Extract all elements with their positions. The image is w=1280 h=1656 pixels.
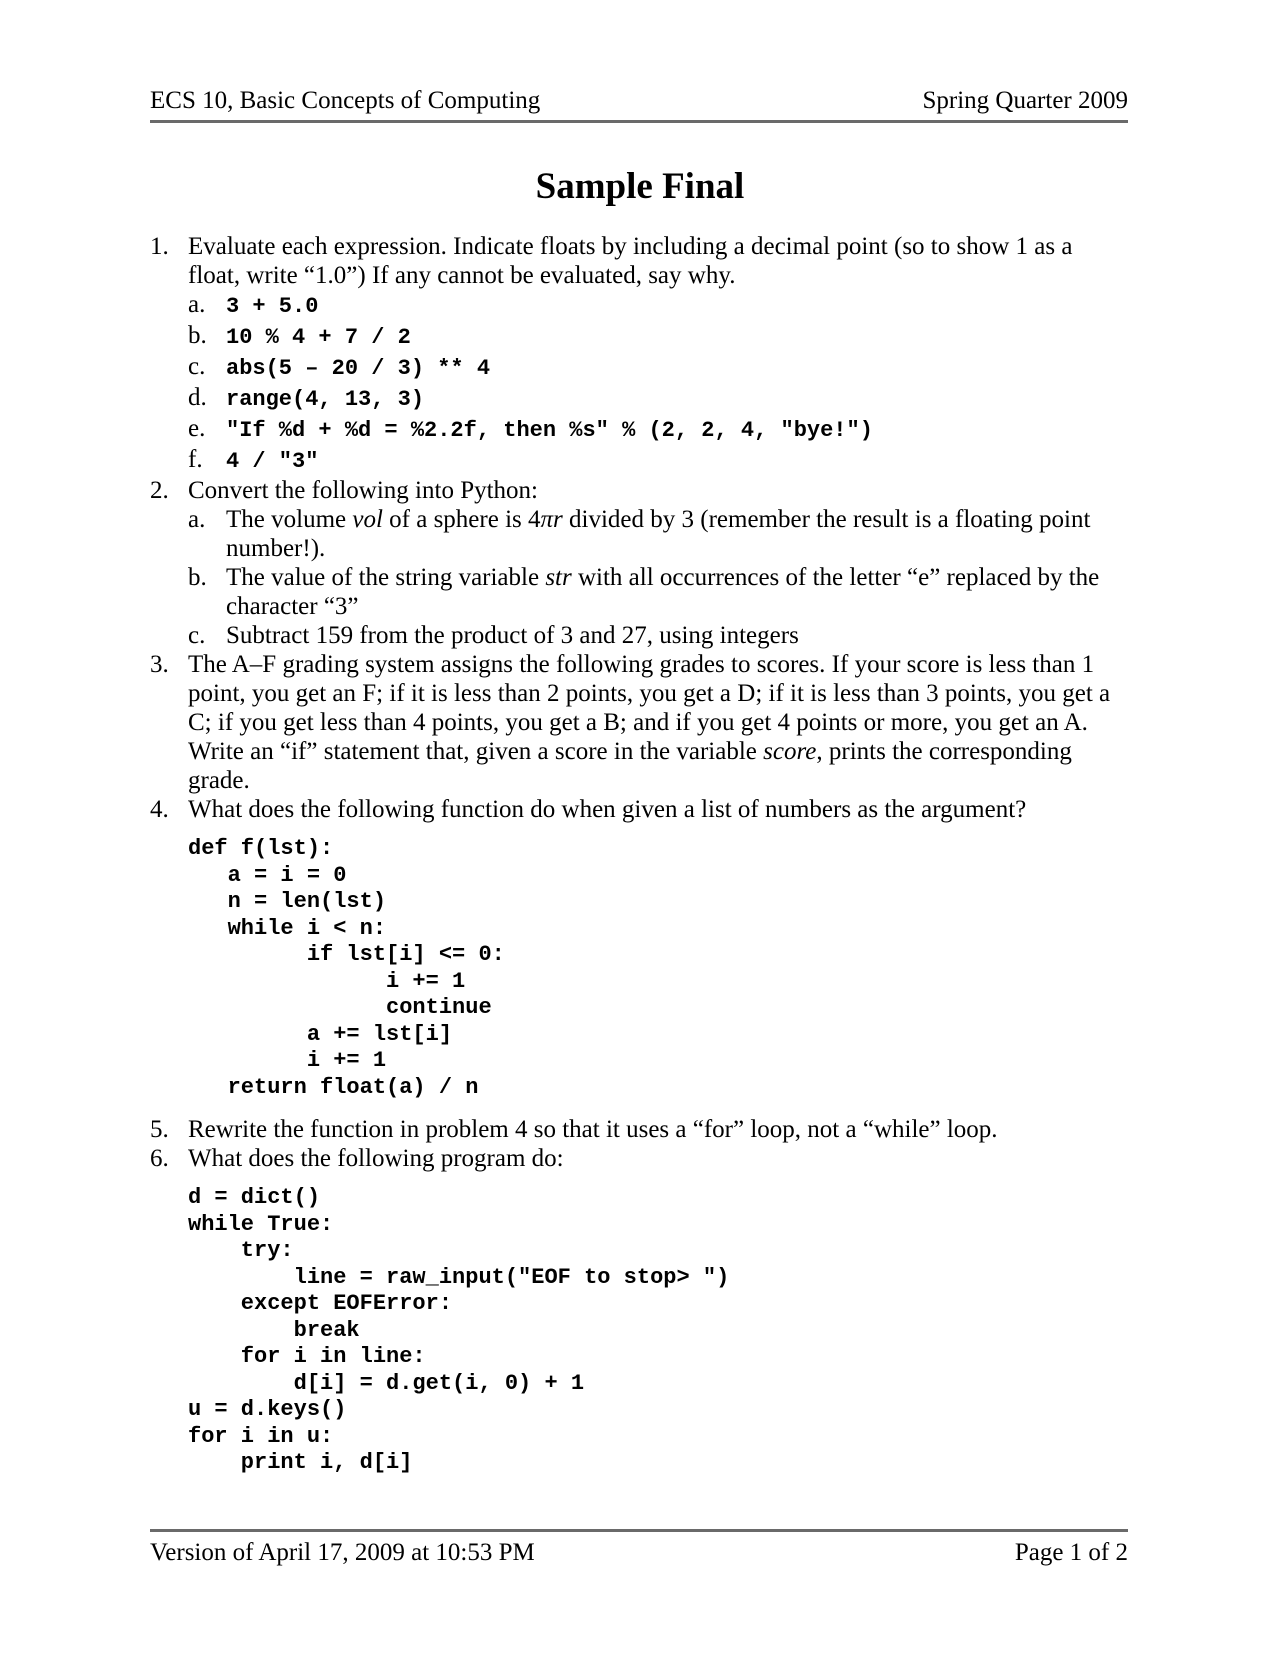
question-2: [150, 476, 1128, 505]
question-text: What does the following function do when given a list of numbers as the argument?: [188, 796, 1027, 823]
item-text: of a sphere is 4: [382, 506, 541, 533]
q1-item-a: [150, 290, 1128, 321]
item-text: divided by 3 (remember the result is a floating point number!).: [226, 506, 1091, 562]
question-number: 6.: [150, 1145, 169, 1172]
pi-r-symbol: πr: [540, 506, 563, 533]
q2-item-b: [150, 563, 1128, 621]
expression: 4 / "3": [226, 449, 319, 474]
item-label: c.: [188, 353, 206, 380]
version-text: Version of April 17, 2009 at 10:53 PM: [150, 1539, 535, 1566]
q1-item-b: [150, 321, 1128, 352]
variable-name: score: [763, 738, 817, 765]
q1-item-d: [150, 383, 1128, 414]
item-label: c.: [188, 622, 206, 649]
course-name: ECS 10, Basic Concepts of Computing: [150, 87, 541, 114]
expression: range(4, 13, 3): [226, 387, 425, 412]
question-1: [150, 232, 1128, 290]
question-text: What does the following program do:: [188, 1145, 564, 1172]
item-text: with all occurrences of the letter “e” replaced by the character “3”: [226, 564, 1100, 620]
item-label: e.: [188, 415, 206, 442]
item-text: Subtract 159 from the product of 3 and 27, using integers: [226, 622, 799, 649]
page-title: Sample Final: [535, 166, 745, 207]
q1-item-f: [150, 445, 1128, 476]
item-text: The volume: [226, 506, 353, 533]
q2-item-c: [150, 621, 1128, 650]
question-number: 5.: [150, 1116, 169, 1143]
item-label: b.: [188, 322, 207, 349]
question-text: Rewrite the function in problem 4 so that it uses a “for” loop, not a “while” loop.: [188, 1116, 998, 1143]
expression: "If %d + %d = %2.2f, then %s" % (2, 2, 4, "bye!"): [226, 418, 873, 443]
variable-name: vol: [352, 506, 383, 533]
question-4: [150, 795, 1128, 824]
question-text: Evaluate each expression. Indicate floats by including a decimal point (so to show 1 as a float, write “1.0”) If any cannot be evaluated, say why.: [188, 233, 1073, 289]
exam-content: [150, 232, 1128, 1477]
item-label: a.: [188, 506, 206, 533]
question-number: 2.: [150, 477, 169, 504]
q2-item-a: [150, 505, 1128, 563]
term: Spring Quarter 2009: [922, 87, 1128, 114]
question-number: 3.: [150, 651, 169, 678]
item-label: d.: [188, 384, 207, 411]
variable-name: str: [545, 564, 572, 591]
code-block-function: def f(lst): a = i = 0 n = len(lst) while i < n: if lst[i] <= 0: i += 1 continue a += lst[i] i += 1 return float(a) / n: [188, 836, 505, 1100]
item-label: a.: [188, 291, 206, 318]
page-header: [150, 86, 1128, 123]
question-5: [150, 1115, 1128, 1144]
expression: 3 + 5.0: [226, 294, 319, 319]
page-footer: [150, 1529, 1128, 1566]
item-label: b.: [188, 564, 207, 591]
page-number: Page 1 of 2: [1014, 1539, 1128, 1566]
question-number: 1.: [150, 233, 169, 260]
expression: 10 % 4 + 7 / 2: [226, 325, 411, 350]
q1-item-e: [150, 414, 1128, 445]
expression: abs(5 – 20 / 3) ** 4: [226, 356, 491, 381]
code-block-program: d = dict() while True: try: line = raw_input("EOF to stop> ") except EOFError: break for i in line: d[i] = d.get(i, 0) + 1 u = d.keys() for i in u: print i, d[i]: [188, 1185, 730, 1475]
item-label: f.: [188, 446, 203, 473]
q1-item-c: [150, 352, 1128, 383]
question-3: [150, 650, 1128, 795]
item-text: The value of the string variable: [226, 564, 546, 591]
question-text: Convert the following into Python:: [188, 477, 538, 504]
question-number: 4.: [150, 796, 169, 823]
question-text: , prints the corresponding grade.: [188, 738, 1072, 794]
question-text: The A–F grading system assigns the following grades to scores. If your score is less than 1 point, you get an F; if it is less than 2 points, you get a D; if it is less than 3 points, you get a C; if you get less than 4 points, you get a B; and if you get 4 points or more, you get an A. Write an “if” statement that, given a score in the variable: [188, 651, 1111, 765]
question-6: [150, 1144, 1128, 1173]
